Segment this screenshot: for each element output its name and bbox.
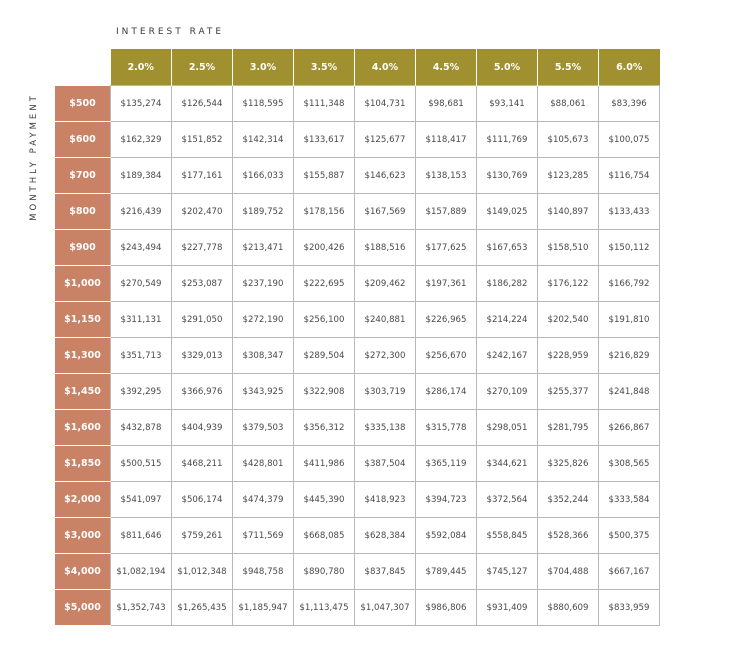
loan-amount-cell: $837,845 [355, 554, 416, 590]
rate-header-row [55, 49, 660, 86]
table-row [55, 86, 660, 122]
loan-amount-cell: $189,752 [233, 194, 294, 230]
loan-amount-cell: $186,282 [477, 266, 538, 302]
loan-amount-cell: $255,377 [538, 374, 599, 410]
loan-amount-cell: $138,153 [416, 158, 477, 194]
loan-amount-cell: $213,471 [233, 230, 294, 266]
loan-amount-cell: $149,025 [477, 194, 538, 230]
loan-amount-cell: $789,445 [416, 554, 477, 590]
loan-amount-cell: $528,366 [538, 518, 599, 554]
loan-amount-cell: $253,087 [172, 266, 233, 302]
loan-amount-cell: $281,795 [538, 410, 599, 446]
loan-amount-cell: $116,754 [599, 158, 660, 194]
loan-amount-cell: $500,375 [599, 518, 660, 554]
loan-amount-cell: $118,417 [416, 122, 477, 158]
loan-amount-cell: $432,878 [111, 410, 172, 446]
loan-amount-cell: $243,494 [111, 230, 172, 266]
loan-amount-cell: $191,810 [599, 302, 660, 338]
table-row [55, 194, 660, 230]
loan-amount-cell: $242,167 [477, 338, 538, 374]
table-row [55, 518, 660, 554]
loan-amount-cell: $931,409 [477, 590, 538, 626]
loan-amount-cell: $811,646 [111, 518, 172, 554]
loan-amount-cell: $352,244 [538, 482, 599, 518]
loan-amount-cell: $256,100 [294, 302, 355, 338]
payment-header-cell: $700 [55, 158, 111, 194]
loan-amount-cell: $986,806 [416, 590, 477, 626]
loan-amount-cell: $365,119 [416, 446, 477, 482]
loan-amount-cell: $209,462 [355, 266, 416, 302]
loan-amount-cell: $315,778 [416, 410, 477, 446]
loan-amount-cell: $1,082,194 [111, 554, 172, 590]
loan-amount-cell: $111,348 [294, 86, 355, 122]
loan-amount-cell: $123,285 [538, 158, 599, 194]
loan-amount-cell: $333,584 [599, 482, 660, 518]
loan-amount-cell: $335,138 [355, 410, 416, 446]
loan-amount-cell: $177,161 [172, 158, 233, 194]
payment-header-cell: $4,000 [55, 554, 111, 590]
payment-header-cell: $500 [55, 86, 111, 122]
loan-amount-cell: $1,113,475 [294, 590, 355, 626]
loan-amount-cell: $133,433 [599, 194, 660, 230]
loan-amount-cell: $667,167 [599, 554, 660, 590]
loan-amount-cell: $500,515 [111, 446, 172, 482]
loan-amount-cell: $104,731 [355, 86, 416, 122]
loan-amount-cell: $445,390 [294, 482, 355, 518]
loan-amount-cell: $214,224 [477, 302, 538, 338]
rate-header-cell: 5.5% [538, 49, 599, 86]
loan-amount-cell: $167,653 [477, 230, 538, 266]
loan-amount-cell: $404,939 [172, 410, 233, 446]
loan-amount-cell: $240,881 [355, 302, 416, 338]
loan-amount-cell: $558,845 [477, 518, 538, 554]
loan-amount-cell: $311,131 [111, 302, 172, 338]
loan-amount-cell: $270,549 [111, 266, 172, 302]
loan-amount-cell: $394,723 [416, 482, 477, 518]
loan-amount-cell: $157,889 [416, 194, 477, 230]
loan-amount-cell: $270,109 [477, 374, 538, 410]
loan-amount-cell: $1,012,348 [172, 554, 233, 590]
table-row [55, 410, 660, 446]
payment-header-cell: $800 [55, 194, 111, 230]
loan-amount-cell: $704,488 [538, 554, 599, 590]
loan-amount-cell: $291,050 [172, 302, 233, 338]
loan-amount-cell: $1,185,947 [233, 590, 294, 626]
payment-header-cell: $900 [55, 230, 111, 266]
loan-amount-cell: $474,379 [233, 482, 294, 518]
loan-amount-cell: $759,261 [172, 518, 233, 554]
loan-amount-cell: $197,361 [416, 266, 477, 302]
loan-amount-cell: $592,084 [416, 518, 477, 554]
loan-amount-cell: $227,778 [172, 230, 233, 266]
mortgage-affordability-table [55, 49, 660, 626]
loan-amount-cell: $241,848 [599, 374, 660, 410]
loan-amount-cell: $256,670 [416, 338, 477, 374]
loan-amount-cell: $202,470 [172, 194, 233, 230]
loan-amount-cell: $176,122 [538, 266, 599, 302]
loan-amount-cell: $541,097 [111, 482, 172, 518]
payment-header-cell: $3,000 [55, 518, 111, 554]
loan-amount-cell: $83,396 [599, 86, 660, 122]
rate-header-cell: 4.0% [355, 49, 416, 86]
rate-header-cell: 6.0% [599, 49, 660, 86]
loan-amount-cell: $88,061 [538, 86, 599, 122]
table-row [55, 446, 660, 482]
rate-header-cell: 5.0% [477, 49, 538, 86]
loan-amount-cell: $322,908 [294, 374, 355, 410]
loan-amount-cell: $506,174 [172, 482, 233, 518]
loan-amount-cell: $711,569 [233, 518, 294, 554]
loan-amount-cell: $100,075 [599, 122, 660, 158]
loan-amount-cell: $379,503 [233, 410, 294, 446]
loan-amount-cell: $188,516 [355, 230, 416, 266]
table-corner [55, 49, 111, 86]
loan-amount-cell: $833,959 [599, 590, 660, 626]
loan-amount-cell: $1,352,743 [111, 590, 172, 626]
loan-amount-cell: $329,013 [172, 338, 233, 374]
loan-amount-cell: $155,887 [294, 158, 355, 194]
loan-amount-cell: $325,826 [538, 446, 599, 482]
interest-rate-heading: INTEREST RATE [116, 27, 225, 37]
loan-amount-cell: $216,829 [599, 338, 660, 374]
payment-header-cell: $1,600 [55, 410, 111, 446]
loan-amount-cell: $745,127 [477, 554, 538, 590]
table-row [55, 230, 660, 266]
loan-amount-cell: $468,211 [172, 446, 233, 482]
loan-amount-cell: $151,852 [172, 122, 233, 158]
loan-amount-cell: $140,897 [538, 194, 599, 230]
loan-amount-cell: $166,792 [599, 266, 660, 302]
loan-amount-cell: $392,295 [111, 374, 172, 410]
loan-amount-cell: $351,713 [111, 338, 172, 374]
loan-amount-cell: $133,617 [294, 122, 355, 158]
table-row [55, 482, 660, 518]
loan-amount-cell: $146,623 [355, 158, 416, 194]
loan-amount-cell: $105,673 [538, 122, 599, 158]
payment-header-cell: $1,450 [55, 374, 111, 410]
loan-amount-cell: $130,769 [477, 158, 538, 194]
loan-amount-cell: $142,314 [233, 122, 294, 158]
loan-amount-cell: $135,274 [111, 86, 172, 122]
table-row [55, 158, 660, 194]
loan-amount-cell: $372,564 [477, 482, 538, 518]
payment-header-cell: $1,850 [55, 446, 111, 482]
loan-amount-cell: $237,190 [233, 266, 294, 302]
loan-amount-cell: $298,051 [477, 410, 538, 446]
loan-amount-cell: $189,384 [111, 158, 172, 194]
payment-header-cell: $1,000 [55, 266, 111, 302]
table-row [55, 122, 660, 158]
table-row [55, 302, 660, 338]
loan-amount-cell: $158,510 [538, 230, 599, 266]
loan-amount-cell: $428,801 [233, 446, 294, 482]
loan-amount-cell: $628,384 [355, 518, 416, 554]
loan-amount-cell: $1,265,435 [172, 590, 233, 626]
loan-amount-cell: $266,867 [599, 410, 660, 446]
rate-header-cell: 3.5% [294, 49, 355, 86]
loan-amount-cell: $344,621 [477, 446, 538, 482]
loan-amount-cell: $308,565 [599, 446, 660, 482]
loan-amount-cell: $272,300 [355, 338, 416, 374]
loan-amount-cell: $118,595 [233, 86, 294, 122]
loan-amount-cell: $125,677 [355, 122, 416, 158]
table-row [55, 338, 660, 374]
payment-header-cell: $5,000 [55, 590, 111, 626]
table-row [55, 374, 660, 410]
loan-amount-cell: $150,112 [599, 230, 660, 266]
rate-header-cell: 2.0% [111, 49, 172, 86]
loan-amount-cell: $308,347 [233, 338, 294, 374]
table-body [55, 86, 660, 626]
loan-amount-cell: $162,329 [111, 122, 172, 158]
loan-amount-cell: $98,681 [416, 86, 477, 122]
payment-header-cell: $1,150 [55, 302, 111, 338]
loan-amount-cell: $178,156 [294, 194, 355, 230]
loan-amount-cell: $202,540 [538, 302, 599, 338]
loan-amount-cell: $222,695 [294, 266, 355, 302]
loan-amount-cell: $356,312 [294, 410, 355, 446]
loan-amount-cell: $200,426 [294, 230, 355, 266]
monthly-payment-heading: MONTHLY PAYMENT [29, 93, 39, 221]
loan-amount-cell: $411,986 [294, 446, 355, 482]
loan-amount-cell: $948,758 [233, 554, 294, 590]
loan-amount-cell: $289,504 [294, 338, 355, 374]
table-row [55, 266, 660, 302]
loan-amount-cell: $880,609 [538, 590, 599, 626]
loan-amount-cell: $668,085 [294, 518, 355, 554]
loan-amount-cell: $126,544 [172, 86, 233, 122]
loan-amount-cell: $216,439 [111, 194, 172, 230]
loan-amount-cell: $286,174 [416, 374, 477, 410]
loan-amount-cell: $177,625 [416, 230, 477, 266]
loan-amount-cell: $111,769 [477, 122, 538, 158]
loan-amount-cell: $228,959 [538, 338, 599, 374]
loan-amount-cell: $890,780 [294, 554, 355, 590]
loan-amount-cell: $343,925 [233, 374, 294, 410]
loan-amount-cell: $166,033 [233, 158, 294, 194]
payment-header-cell: $1,300 [55, 338, 111, 374]
table-row [55, 590, 660, 626]
loan-amount-cell: $366,976 [172, 374, 233, 410]
loan-amount-cell: $303,719 [355, 374, 416, 410]
loan-amount-cell: $226,965 [416, 302, 477, 338]
payment-header-cell: $2,000 [55, 482, 111, 518]
payment-header-cell: $600 [55, 122, 111, 158]
rate-header-cell: 3.0% [233, 49, 294, 86]
loan-amount-cell: $272,190 [233, 302, 294, 338]
rate-header-cell: 4.5% [416, 49, 477, 86]
loan-amount-cell: $1,047,307 [355, 590, 416, 626]
loan-amount-cell: $167,569 [355, 194, 416, 230]
rate-header-cell: 2.5% [172, 49, 233, 86]
table-row [55, 554, 660, 590]
loan-amount-cell: $387,504 [355, 446, 416, 482]
loan-amount-cell: $93,141 [477, 86, 538, 122]
loan-amount-cell: $418,923 [355, 482, 416, 518]
